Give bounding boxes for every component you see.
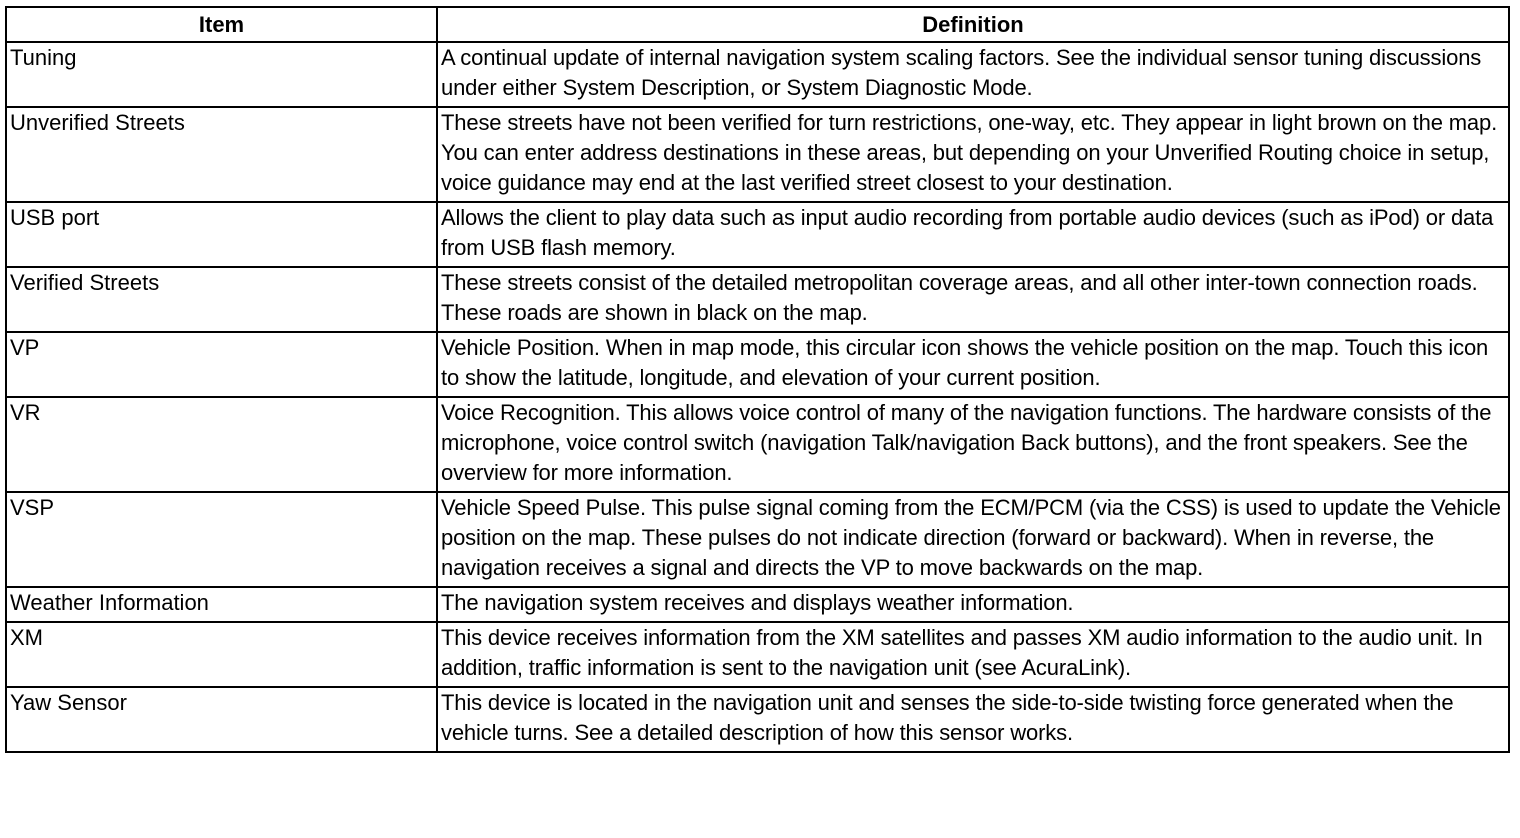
table-row xyxy=(6,622,1509,687)
table-row xyxy=(6,202,1509,267)
table-row xyxy=(6,267,1509,332)
table-row xyxy=(6,687,1509,752)
item-cell: Tuning xyxy=(6,42,437,107)
table-header-row xyxy=(6,7,1509,42)
definition-cell: This device receives information from the XM satellites and passes XM audio information to the audio unit. In addition, traffic information is sent to the navigation unit (see AcuraLink). xyxy=(437,622,1509,687)
item-cell: Yaw Sensor xyxy=(6,687,437,752)
item-cell: XM xyxy=(6,622,437,687)
definition-cell: Vehicle Position. When in map mode, this circular icon shows the vehicle position on the map. Touch this icon to show the latitude, longitude, and elevation of your current position. xyxy=(437,332,1509,397)
definition-cell: A continual update of internal navigation system scaling factors. See the individual sensor tuning discussions under either System Description, or System Diagnostic Mode. xyxy=(437,42,1509,107)
table-row xyxy=(6,492,1509,587)
column-header-item: Item xyxy=(6,7,437,42)
table-row xyxy=(6,107,1509,202)
table-row xyxy=(6,332,1509,397)
item-cell: VR xyxy=(6,397,437,492)
table-row xyxy=(6,397,1509,492)
definition-cell: These streets have not been verified for turn restrictions, one-way, etc. They appear in light brown on the map. You can enter address destinations in these areas, but depending on your Unverified Routing choice in setup, voice guidance may end at the last verified street closest to your destination. xyxy=(437,107,1509,202)
table-row xyxy=(6,42,1509,107)
definition-cell: These streets consist of the detailed metropolitan coverage areas, and all other inter-town connection roads. These roads are shown in black on the map. xyxy=(437,267,1509,332)
definition-cell: This device is located in the navigation unit and senses the side-to-side twisting force generated when the vehicle turns. See a detailed description of how this sensor works. xyxy=(437,687,1509,752)
column-header-definition: Definition xyxy=(437,7,1509,42)
glossary-table xyxy=(5,6,1510,753)
item-cell: VP xyxy=(6,332,437,397)
item-cell: VSP xyxy=(6,492,437,587)
item-cell: Verified Streets xyxy=(6,267,437,332)
definition-cell: Voice Recognition. This allows voice control of many of the navigation functions. The hardware consists of the microphone, voice control switch (navigation Talk/navigation Back buttons), and the front speakers. See the overview for more information. xyxy=(437,397,1509,492)
table-row xyxy=(6,587,1509,622)
item-cell: Weather Information xyxy=(6,587,437,622)
definition-cell: Vehicle Speed Pulse. This pulse signal coming from the ECM/PCM (via the CSS) is used to update the Vehicle position on the map. These pulses do not indicate direction (forward or backward). When in reverse, the navigation receives a signal and directs the VP to move backwards on the map. xyxy=(437,492,1509,587)
definition-cell: Allows the client to play data such as input audio recording from portable audio devices (such as iPod) or data from USB flash memory. xyxy=(437,202,1509,267)
item-cell: USB port xyxy=(6,202,437,267)
item-cell: Unverified Streets xyxy=(6,107,437,202)
definition-cell: The navigation system receives and displays weather information. xyxy=(437,587,1509,622)
